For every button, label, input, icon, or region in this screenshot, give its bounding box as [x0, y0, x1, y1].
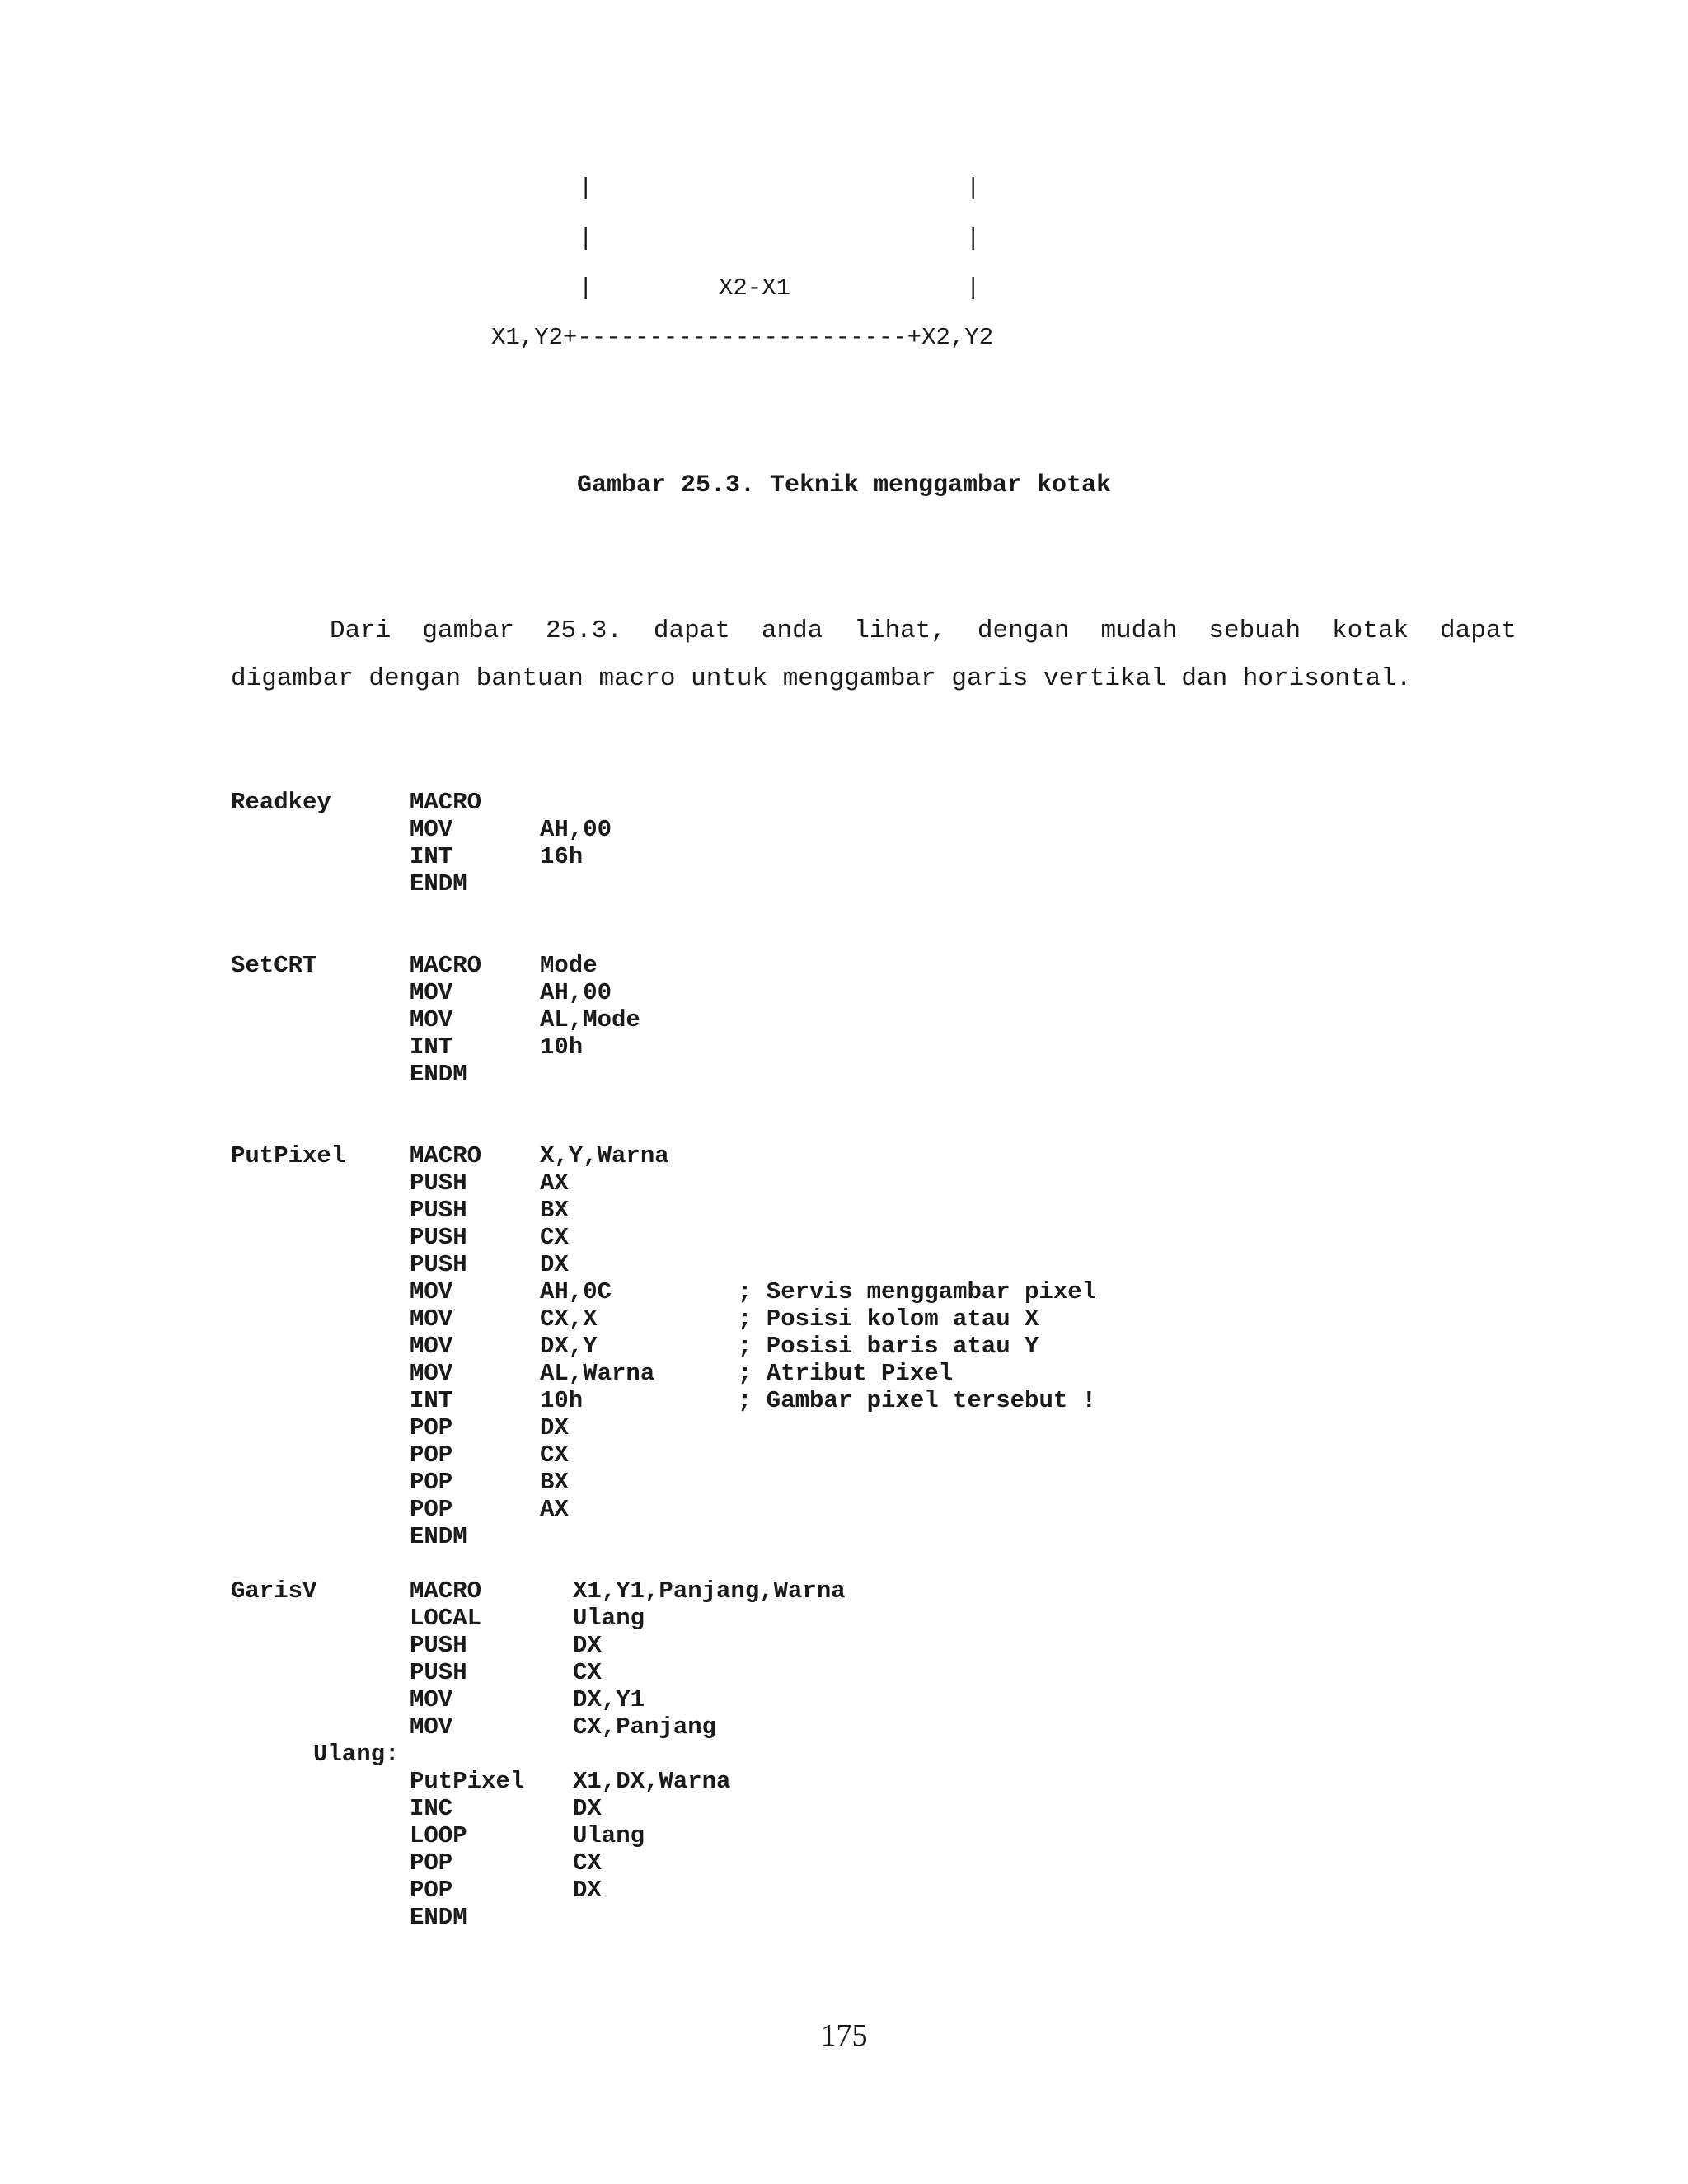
code-operand: DX	[540, 1251, 569, 1278]
code-operand: AL,Warna	[540, 1360, 655, 1387]
code-mnemonic: MOV	[410, 1006, 453, 1033]
code-label: GarisV	[231, 1577, 317, 1605]
code-operand: AX	[540, 1169, 569, 1197]
code-mnemonic: PUSH	[410, 1659, 467, 1686]
code-operand: CX	[573, 1849, 602, 1877]
diagram-right-bar-3: |	[966, 274, 981, 302]
code-mnemonic: POP	[410, 1877, 453, 1904]
diagram-bottom-right-label: X2,Y2	[921, 324, 994, 351]
code-mnemonic: MACRO	[410, 1142, 482, 1169]
code-mnemonic: MOV	[410, 816, 453, 843]
code-mnemonic: INT	[410, 1387, 453, 1414]
code-mnemonic: ENDM	[410, 870, 467, 898]
code-operand: 16h	[540, 843, 584, 870]
figure-caption: Gambar 25.3. Teknik menggambar kotak	[576, 471, 1112, 499]
code-operand: DX	[573, 1877, 602, 1904]
body-paragraph	[231, 607, 1517, 703]
code-operand: AX	[540, 1496, 569, 1523]
page-number: 175	[820, 2018, 868, 2053]
code-mnemonic: MOV	[410, 1278, 453, 1305]
code-mnemonic: POP	[410, 1849, 453, 1877]
diagram-right-bar-1: |	[966, 175, 981, 202]
code-label: SetCRT	[231, 952, 317, 979]
code-mnemonic: ENDM	[410, 1061, 467, 1088]
diagram-right-bar-2: |	[966, 225, 981, 252]
code-operand: 10h	[540, 1033, 584, 1061]
code-mnemonic: MOV	[410, 1333, 453, 1360]
code-operand: Ulang	[573, 1822, 645, 1849]
code-mnemonic: LOOP	[410, 1822, 467, 1849]
code-comment: ; Atribut Pixel	[738, 1360, 954, 1387]
code-operand: X1,Y1,Panjang,Warna	[573, 1577, 846, 1605]
code-operand: BX	[540, 1469, 569, 1496]
code-mnemonic: MACRO	[410, 789, 482, 816]
code-mnemonic: PutPixel	[410, 1768, 525, 1795]
code-mnemonic: PUSH	[410, 1224, 467, 1251]
code-mnemonic: PUSH	[410, 1197, 467, 1224]
paragraph-line-2: digambar dengan bantuan macro untuk menggambar garis vertikal dan horisontal.	[231, 664, 1412, 693]
code-mnemonic: POP	[410, 1469, 453, 1496]
code-operand: Ulang	[573, 1605, 645, 1632]
code-operand: X,Y,Warna	[540, 1142, 669, 1169]
code-operand: CX,X	[540, 1305, 598, 1333]
code-mnemonic: PUSH	[410, 1169, 467, 1197]
diagram-bottom-row	[491, 326, 993, 349]
code-mnemonic: MACRO	[410, 1577, 482, 1605]
code-operand: AH,00	[540, 979, 612, 1006]
code-mnemonic: MOV	[410, 1360, 453, 1387]
code-mnemonic: INT	[410, 843, 453, 870]
code-mnemonic: POP	[410, 1414, 453, 1441]
code-operand: DX,Y1	[573, 1686, 645, 1713]
code-mnemonic: PUSH	[410, 1251, 467, 1278]
code-mnemonic: LOCAL	[410, 1605, 482, 1632]
code-comment: ; Posisi baris atau Y	[738, 1333, 1039, 1360]
code-operand: AH,00	[540, 816, 612, 843]
diagram-bottom-edge: +-----------------------+	[563, 324, 922, 351]
code-mnemonic: PUSH	[410, 1632, 467, 1659]
code-operand: X1,DX,Warna	[573, 1768, 731, 1795]
code-operand: DX	[573, 1632, 602, 1659]
code-mnemonic: ENDM	[410, 1523, 467, 1550]
code-operand: BX	[540, 1197, 569, 1224]
code-operand: CX,Panjang	[573, 1713, 717, 1741]
code-mnemonic: POP	[410, 1441, 453, 1469]
diagram-left-bar-1: |	[579, 175, 593, 202]
code-operand: CX	[540, 1224, 569, 1251]
code-operand: AH,0C	[540, 1278, 612, 1305]
code-mnemonic: MOV	[410, 1713, 453, 1741]
code-mnemonic: INT	[410, 1033, 453, 1061]
code-mnemonic: ENDM	[410, 1904, 467, 1931]
code-operand: CX	[540, 1441, 569, 1469]
code-operand: DX	[540, 1414, 569, 1441]
code-mnemonic: INC	[410, 1795, 453, 1822]
code-label: Ulang:	[313, 1741, 400, 1768]
diagram-bottom-left-label: X1,Y2	[491, 324, 564, 351]
code-mnemonic: MOV	[410, 1305, 453, 1333]
code-mnemonic: MACRO	[410, 952, 482, 979]
code-mnemonic: MOV	[410, 1686, 453, 1713]
code-operand: DX,Y	[540, 1333, 598, 1360]
code-comment: ; Posisi kolom atau X	[738, 1305, 1039, 1333]
code-operand: AL,Mode	[540, 1006, 640, 1033]
diagram-width-label: X2-X1	[719, 274, 791, 302]
code-mnemonic: POP	[410, 1496, 453, 1523]
code-label: Readkey	[231, 789, 331, 816]
code-operand: Mode	[540, 952, 598, 979]
paragraph-line-1: Dari gambar 25.3. dapat anda lihat, dengan mudah sebuah kotak dapat	[330, 616, 1517, 645]
code-operand: DX	[573, 1795, 602, 1822]
code-comment: ; Servis menggambar pixel	[738, 1278, 1097, 1305]
code-label: PutPixel	[231, 1142, 346, 1169]
code-operand: CX	[573, 1659, 602, 1686]
code-mnemonic: MOV	[410, 979, 453, 1006]
diagram-left-bar-3: |	[579, 274, 593, 302]
code-comment: ; Gambar pixel tersebut !	[738, 1387, 1097, 1414]
code-operand: 10h	[540, 1387, 584, 1414]
diagram-left-bar-2: |	[579, 225, 593, 252]
